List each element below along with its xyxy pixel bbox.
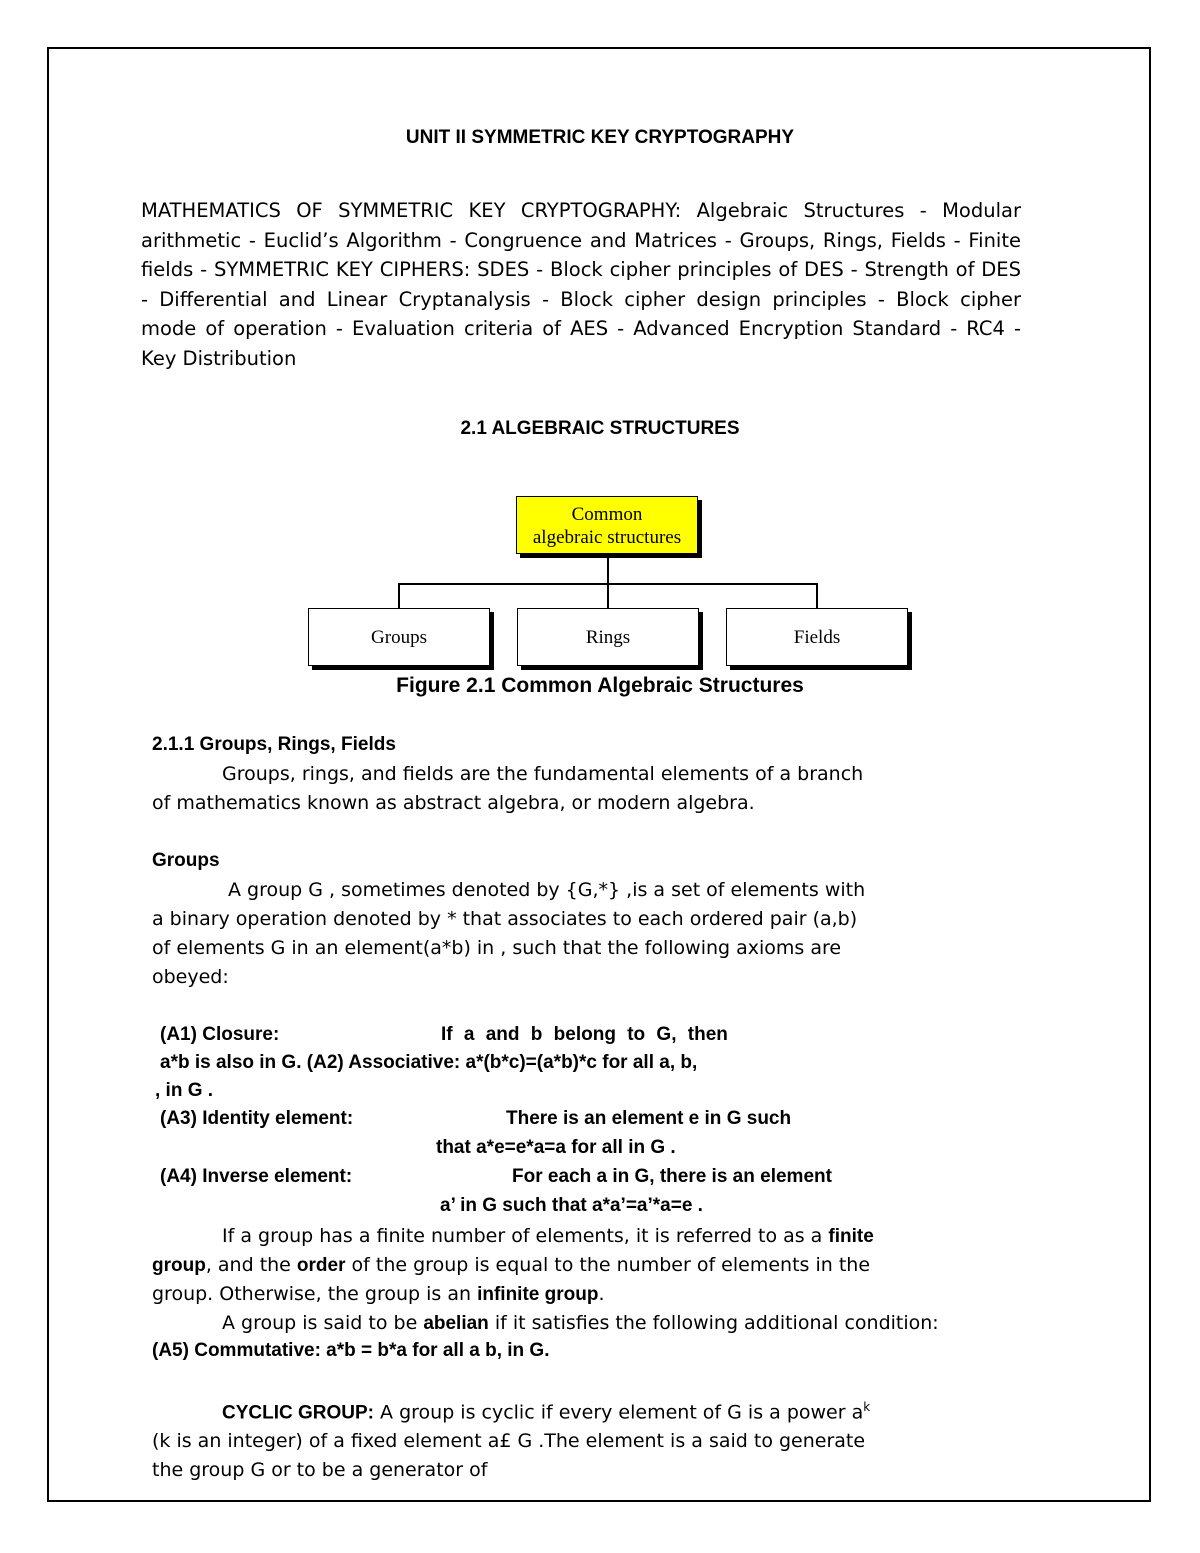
diagram-groups-box: Groups [308, 608, 490, 666]
axiom-a1-line2: a*b is also in G. (A2) Associative: a*(b*c)=(a*b)*c for all a, b, [160, 1052, 698, 1073]
diagram-rings-box: Rings [517, 608, 699, 666]
diagram-root-box [516, 496, 698, 554]
connector-fields [816, 583, 818, 608]
axiom-a3-text: There is an element e in G such [506, 1108, 792, 1129]
subsection-heading: 2.1.1 Groups, Rings, Fields [152, 734, 396, 755]
section-title: 2.1 ALGEBRAIC STRUCTURES [460, 418, 740, 439]
axiom-a4-label: (A4) Inverse element: [160, 1166, 353, 1187]
axiom-a3-line2: that a*e=e*a=a for all in G . [436, 1137, 676, 1158]
connector-groups [398, 583, 400, 608]
cyclic-group-paragraph: CYCLIC GROUP: A group is cyclic if every element of G is a power $a^k$ (k is an integer) of a fixed element a£ G .The element is a said to generate the group G or to be a generator of [152, 1400, 871, 1482]
connector-rings [607, 583, 609, 608]
finite-group-paragraph: If a group has a finite number of elements, it is referred to as a finite group, and the order of the group is equal to the number of elements in the group. Otherwise, the group is an infinite group. A group is said to be abelian if it satisfies the following additional condition: [152, 1225, 939, 1334]
axiom-a4-line2: a’ in G such that a*a’=a’*a=e . [440, 1195, 703, 1216]
connector-vertical [607, 558, 609, 584]
subsection-paragraph: Groups, rings, and fields are the fundamental elements of a branch of mathematics known as abstract algebra, or modern algebra. [152, 763, 864, 814]
groups-definition: A group G , sometimes denoted by {G,*} ,is a set of elements with a binary operation denoted by * that associates to each ordered pair (a,b) of elements G in an element(a*b) in , such that the following axioms are obeyed: [152, 879, 866, 988]
diagram-fields-box: Fields [726, 608, 908, 666]
figure-caption: Figure 2.1 Common Algebraic Structures [396, 674, 804, 697]
diagram-root-line2: algebraic structures [532, 527, 682, 548]
axiom-a1-line3: , in G . [155, 1080, 214, 1101]
axiom-a5: (A5) Commutative: a*b = b*a for all a b, in G. [152, 1340, 550, 1361]
axiom-a1-text: If a and b belong to G, then [441, 1024, 728, 1045]
axiom-a1-label: (A1) Closure: [160, 1024, 280, 1045]
diagram-root-line1: Common [571, 504, 643, 525]
syllabus-paragraph: MATHEMATICS OF SYMMETRIC KEY CRYPTOGRAPHY: Algebraic Structures - Modular arithmetic - Euclid’s Algorithm - Congruence and Matrices - Groups, Rings, Fields - Finite fields - SYMMETRIC KEY CIPHERS: SDES - Block cipher principles of DES - Strength of DES - Differential and Linear Cryptanalysis - Block cipher design principles - Block cipher mode of operation - Evaluation criteria of AES - Advanced Encryption Standard - RC4 - Key Distribution [141, 199, 1021, 370]
unit-title: UNIT II SYMMETRIC KEY CRYPTOGRAPHY [405, 127, 795, 148]
groups-heading: Groups [152, 850, 220, 871]
axiom-a4-text: For each a in G, there is an element [512, 1166, 832, 1187]
axiom-a3-label: (A3) Identity element: [160, 1108, 354, 1129]
